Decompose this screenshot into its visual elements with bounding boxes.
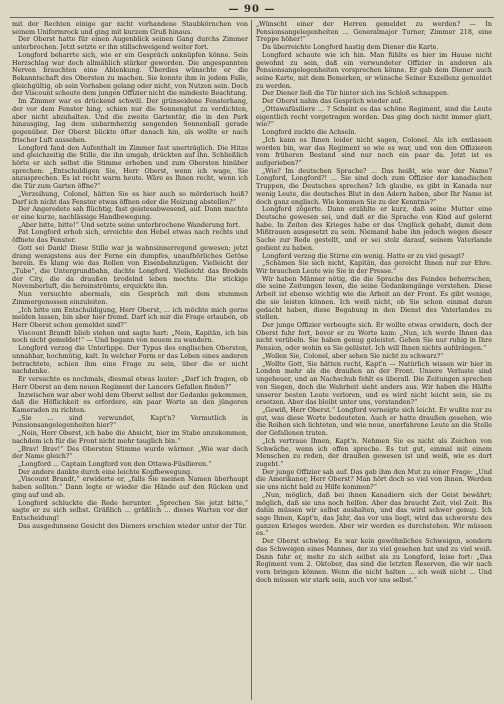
paragraph: „Sie ... sind verwundet, Kapt'n? Vermutlich in Pensionsangelegenheiten hier?“ <box>12 413 248 430</box>
paragraph: Gott sei Dank! Diese Stille war ja wahnsinnerregend gewesen; jetzt drang wenigstens aus der Ferne ein dumpfes, unaufhörliches Getöse herein. Es klang wie das Rollen von Eisenbahnzügen. Vielleicht der „Tube“, die Untergrundbahn, dachte Longford. Vielleicht das Brodeln der City, die da draußen brodelnd leben mochte. Die stickige Novemberluft, die hereinströmte, erquickte ihn. <box>12 243 248 291</box>
paragraph: „Ottawafüsiliere ... ? Scheint es das schöne Regiment, sind die Leute eigentlich recht vorgetragen worden. Das ging doch nicht immer glatt, wie?“ <box>256 104 492 129</box>
paragraph: „Brav! Brav!“ Des Obersten Stimme wurde wärmer. „Wie war doch der Name gleich?“ <box>12 444 248 461</box>
paragraph: Da überreichte Longford hastig dem Diener die Karte. <box>262 43 439 52</box>
paragraph: „Ich kann es Ihnen leider nicht sagen, Colonel. Als ich entlassen worden bin, war das Regiment so wie es war, und von den Offizieren vom früheren Bestand sind nur noch ein paar da. Jetzt ist es aufgerieben?“ <box>256 135 492 167</box>
column-divider <box>251 20 252 700</box>
paragraph: Der Diener ließ die Tür hinter sich ins Schloß schnappen. <box>262 89 450 98</box>
paragraph: Longford zögerte. Dann erzählte er kurz, daß seine Mutter eine Deutsche gewesen sei, und daß er die Sprache von Kind auf gelernt habe. In Zeiten des Krieges habe er das Unglück gehabt, damit dem Mißtrauen ausgesetzt zu sein. Niemand habe ihn jedoch wegen dieser Sache zur Rede gestellt, und er sei stolz darauf, seinem Vaterlande gedient zu haben. <box>256 205 492 252</box>
page-number: — 90 — <box>228 4 276 15</box>
paragraph: Longford beharrte sich, wie er ein Gespräch anknüpfen könne. Sein Herzschlag war doch allmählich stärker geworden. Die angespannten Nerven brauchten eine Ablenkung. Überdies wünschte er die Bekanntschaft des Obersten zu machen. Sie konnte ihm in jedem Falle, gleichgültig, ob sein Vorhaben gelang oder nicht, von Nutzen sein. Doch der Viscount scheute dem jungen Offizier nicht die mindeste Beachtung. <box>12 50 248 98</box>
page-header <box>0 4 504 18</box>
header-rule <box>10 17 494 18</box>
paragraph: Longford schaute wie ich hin. Man fühlte es hier im Hause nicht gewohnt zu sein, daß ein verwundeter Offizier in anderen als Pensionsangelegenheiten vorsprechen könne. Er gab dem Diener auch seine Karte, mit dem Bemerken, er wünsche Seiner Exzellenz gemeldet zu werden. <box>256 50 492 90</box>
paragraph: Longford verzog die Stirne ein wenig. Hatte er zu viel gesagt? <box>262 251 465 260</box>
paragraph: Viscount Brandt blieb stehen und sagte hart: „Nein, Kapitän, ich bin noch nicht gemeldet!“ — Und begann von neuem zu wandern. <box>12 328 248 345</box>
paragraph: Er versuchte es nochmals, diesmal etwas lauter: „Darf ich fragen, ob Herr Oberst an dem neuen Regiment der Lancers Gefallen finden?“ <box>12 375 248 391</box>
paragraph: „Gewiß, Herr Oberst.“ Longford verneigte sich leicht. Er wußte nur zu gut, was diese Worte bedeuteten. Auch er hatte draußen gesehen, wie die Reihen sich lichteten, und wie neue, unerfahrene Leute an die Stelle der Gefallenen traten. <box>256 405 492 438</box>
left-column <box>12 21 248 699</box>
paragraph: Longford schluckte die Rede herunter. „Sprechen Sie jetzt bitte,“ sagte er zu sich selbst. Gräßlich ... gräßlich ... dieses Warten vor der Entscheidung! <box>12 498 248 522</box>
paragraph: Der Oberst nahm das Gespräch wieder auf. <box>262 97 403 106</box>
paragraph: Der Angeredete sah flüchtig, fast geistesabwesend, auf. Dann machte er eine kurze, nachlässige Handbewegung. <box>12 205 248 221</box>
paragraph: Der andere dankte durch eine leichte Kopfbewegung. <box>18 467 193 476</box>
paragraph: „Longford ... Captain Longford von den Ottawa-Füsilieren.“ <box>18 459 212 468</box>
paragraph: Der Oberst schwieg. Es war kein gewöhnliches Schweigen, sondern das Schweigen eines Mannes, der zu viel gesehen hat und zu viel weiß. Dann fuhr er, mehr zu sich selbst als zu Longford, leise fort: „Das Regiment vom 2. Oktober, das sind die letzten Reserven, die wir nach vorn bringen können. Wenn die nicht halten ... ich weiß nicht ... Und doch müssen wir stark sein, auch vor uns selbst.“ <box>256 537 492 584</box>
paragraph: „Wollen Sie, Colonel, aber sehen Sie nicht zu schwarz?“ <box>262 351 444 360</box>
paragraph: „Verzeihung, Colonel, hätten Sie es hier auch so mörderisch heiß? Darf ich nicht das Fenster etwas öffnen oder die Heizung abstellen?“ <box>12 189 248 206</box>
paragraph: Longford fand den Aufenthalt im Zimmer fast unerträglich. Die Hitze und gleichzeitig die Stille, die ihn umgab, drückten auf ihn. Schließlich hörte er sich selbst die Stimme erheben und zum Obersten hinüber sprechen: „Entschuldigen Sie, Herr Oberst, wenn ich wage, Sie anzusprechen. Es ist recht warm heute. Wäre es Ihnen recht, wenn ich die Tür zum Garten öffne?“ <box>12 143 248 191</box>
paragraph: „Schämen Sie sich nicht, Kapitän, das gereicht Ihnen nur zur Ehre. Wir brauchen Leute wie Sie in der Presse.“ <box>256 259 492 275</box>
paragraph: „Nun, möglich, daß bei ihnen Kanadiern sich der Geist bewährt; möglich, daß sie uns noch helfen. Aber das braucht Zeit, viel Zeit. Bis dahin müssen wir selbst aushalten, und das wird schwer genug. Ich sage Ihnen, Kapt'n, das Jahr, das vor uns liegt, wird das schwerste des ganzen Krieges werden. Aber wir werden es durchstehen. Wir müssen es.“ <box>256 490 492 538</box>
paragraph: „Wollte Gott, Sie hätten recht, Kapt'n — Natürlich wissen wir hier in London mehr als die draußen an der Front. Unsere Verluste sind ungeheuer, und an Nachschub fehlt es überall. Die Zeitungen sprechen von Siegen, doch die Wahrheit sieht anders aus. Wir haben die Hälfte unserer besten Leute verloren, und es wird nicht leicht sein, sie zu ersetzen. Aber das bleibt unter uns, verstanden?“ <box>256 359 492 407</box>
paragraph: Longford zuckte die Achseln. <box>262 128 357 137</box>
paragraph: Im Zimmer war es drückend schwül. Der grünseidene Fensterhang, der vor dem Fenster hing, schien nur die Sonnenglut zu verdichten, aber nicht abzuhalten. Und die zweite Gartentür, die in den Park hinausging, lag dem unbarmherzig sengenden Sonnenball gerade gegenüber. Der Oberst blickte öfter danach hin, als wollte er nach frischer Luft aussehen. <box>12 97 248 144</box>
paragraph: Der Oberst hatte für einen Augenblick seinen Gang durchs Zimmer unterbrochen. Jetzt setzte er ihn stillschweigend weiter fort. <box>12 35 248 52</box>
paragraph: „Aber bitte, bitte!“ Und setzte seine unterbrochene Wanderung fort. <box>18 220 241 229</box>
paragraph: Das ausgedunsene Gesicht des Dieners erschien wieder unter der Tür. <box>18 521 247 530</box>
paragraph: Nun versuchte abermals, ein Gespräch mit dem stummen Zimmergenossen einzuleiten. <box>12 290 248 306</box>
paragraph: mit der Rechten einige gar nicht vorhandene Staubkörnchen von seinem Uniformrock und ging mit kurzem Gruß hinaus. <box>12 21 248 36</box>
paragraph: „Wie? Im deutschen Sprache? ... Das heißt, wie war der Name? Longford, Longford?! ... Sie sind doch zum Offizier der kanadischen Truppen, die Deutsches sprechen? Ich glaube, es gibt in Kanada nur wenig Leute, die deutsches Blut in den Adern haben, aber Ihr Name ist doch ganz englisch. Wie kommen Sie zu der Kenntnis?“ <box>256 166 492 206</box>
paragraph: „Wünscht einer der Herren gemeldet zu werden? — In Pensionsangelegenheiten ... Generalmajor Turner, Zimmer 218, eine Treppe höher!“ <box>256 21 492 44</box>
paragraph: „Ich vertraue Ihnen, Kapt'n. Nehmen Sie es nicht als Zeichen von Schwäche, wenn ich offen spreche. Es tut gut, einmal mit einem Menschen zu reden, der draußen gewesen ist und weiß, wie es dort zugeht.“ <box>256 436 492 468</box>
right-column <box>256 21 492 699</box>
paragraph: „Nein, Herr Oberst, ich habe die Absicht, hier im Stabe anzukommen, nachdem ich für die Front nicht mehr tauglich bin.“ <box>12 429 248 445</box>
paragraph: Inzwischen war aber wohl dem Oberst selbst der Gedanke gekommen, daß die Höflichkeit es erfordere, ein paar Worte an den jüngeren Kameraden zu richten. <box>12 390 248 414</box>
paragraph: Wir haben Männer nötig, die die Sprache des Feindes beherrschen, die seine Zeitungen lesen, die seine Gedankengänge verstehen. Diese Arbeit ist ebenso wichtig wie die Arbeit an der Front. Es gibt wenige, die sie leisten können. Ich weiß nicht, ob Sie schon einmal daran gedacht haben, diese Begabung in den Dienst des Vaterlandes zu stellen. <box>256 274 492 322</box>
paragraph: Pat Longford erhob sich, erreichte den Hebel etwas nach rechts und öffnete das Fenster. <box>12 228 248 245</box>
paragraph: „Ich bitte um Entschuldigung, Herr Oberst, ... ich möchte mich gerne melden lassen, bin aber hier fremd. Darf ich mir die Frage erlauben, ob Herr Oberst schon gemeldet sind?“ <box>12 305 248 330</box>
paragraph: Longford verzog die Unterlippe. Der Typus des englischen Obersten, unnahbar, hochmütig, kalt. In welcher Form er das Leben eines anderen betrachtete, schien ihm eine Frage zu sein, über die er nicht nachdenke. <box>12 344 248 376</box>
paragraph: „Viscount Brandt,“ erwiderte er, „falls Sie meinen Namen überhaupt haben sollten.“ Dann legte er wieder die Hände auf den Rücken und ging auf und ab. <box>12 475 248 499</box>
paragraph: Der junge Offizier verbeugte sich. Er wollte etwas erwidern, doch der Oberst fuhr fort, bevor er zu Worte kam: „Nun, ich werde Ihnen das nicht verübeln. Sie haben genug geleistet. Gehen Sie nur ruhig in Ihre Pension, oder wohin es Sie gelüstet. Ich will Ihnen nichts aufdrängen.“ <box>256 321 492 353</box>
paragraph: Der junge Offizier sah auf. Das gab ihm den Mut zu einer Frage: „Und die Amerikaner, Herr Oberst? Man hört doch so viel von ihnen. Werden sie uns nicht bald zu Hilfe kommen?“ <box>256 467 492 492</box>
